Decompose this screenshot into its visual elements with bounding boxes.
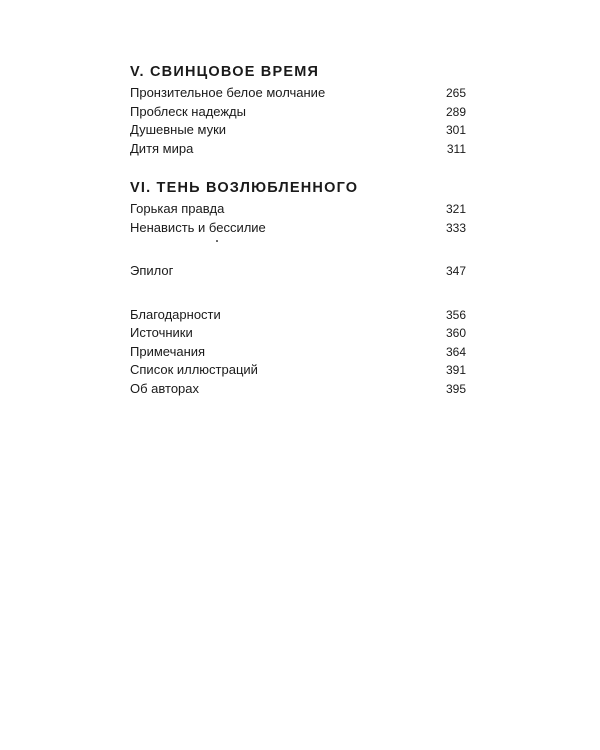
part-title: VI. ТЕНЬ ВОЗЛЮБЛЕННОГО bbox=[130, 180, 359, 196]
toc-entry bbox=[130, 361, 466, 380]
stray-dot-mark bbox=[216, 240, 218, 242]
part-vi bbox=[130, 178, 466, 237]
entry-page: 289 bbox=[445, 104, 466, 119]
entry-label: Источники bbox=[130, 325, 193, 340]
entry-label: Пронзительное белое молчание bbox=[130, 85, 326, 100]
toc-entry bbox=[130, 306, 466, 325]
section-spacer bbox=[130, 281, 466, 306]
entry-label: Благодарности bbox=[130, 306, 221, 322]
toc-entry bbox=[130, 343, 466, 362]
entry-page: 333 bbox=[445, 220, 466, 235]
entry-label: Горькая правда bbox=[130, 201, 225, 216]
toc-entry bbox=[130, 200, 466, 219]
part-v bbox=[130, 62, 466, 158]
entry-page: 395 bbox=[445, 381, 466, 396]
entry-label: Ненависть и бессилие bbox=[130, 219, 266, 235]
entry-page: 347 bbox=[445, 264, 466, 278]
section-spacer bbox=[130, 158, 466, 178]
entry-page: 356 bbox=[445, 307, 466, 322]
entry-label: Об авторах bbox=[130, 380, 200, 396]
entry-page: 364 bbox=[445, 344, 466, 359]
toc-entry bbox=[130, 103, 466, 122]
entry-page: 391 bbox=[445, 363, 466, 377]
entry-page: 321 bbox=[445, 202, 466, 216]
back-matter bbox=[130, 306, 466, 399]
entry-page: 265 bbox=[445, 86, 466, 100]
entry-page: 360 bbox=[445, 326, 466, 340]
toc-entry bbox=[130, 140, 466, 159]
entry-label: Эпилог bbox=[130, 263, 174, 278]
toc-entry bbox=[130, 121, 466, 140]
part-title: V. СВИНЦОВОЕ ВРЕМЯ bbox=[130, 64, 320, 80]
toc-entry bbox=[130, 84, 466, 103]
toc-entry bbox=[130, 380, 466, 399]
entry-page: 311 bbox=[446, 141, 466, 156]
entry-label: Проблеск надежды bbox=[130, 103, 246, 119]
section-spacer bbox=[130, 237, 466, 262]
entry-label: Примечания bbox=[130, 343, 206, 359]
toc-entry-epilogue bbox=[130, 262, 466, 281]
entry-label: Дитя мира bbox=[130, 140, 194, 156]
table-of-contents bbox=[130, 62, 466, 398]
toc-entry bbox=[130, 324, 466, 343]
entry-page: 301 bbox=[445, 123, 466, 137]
toc-entry bbox=[130, 219, 466, 238]
entry-label: Список иллюстраций bbox=[130, 362, 258, 377]
entry-label: Душевные муки bbox=[130, 122, 227, 137]
